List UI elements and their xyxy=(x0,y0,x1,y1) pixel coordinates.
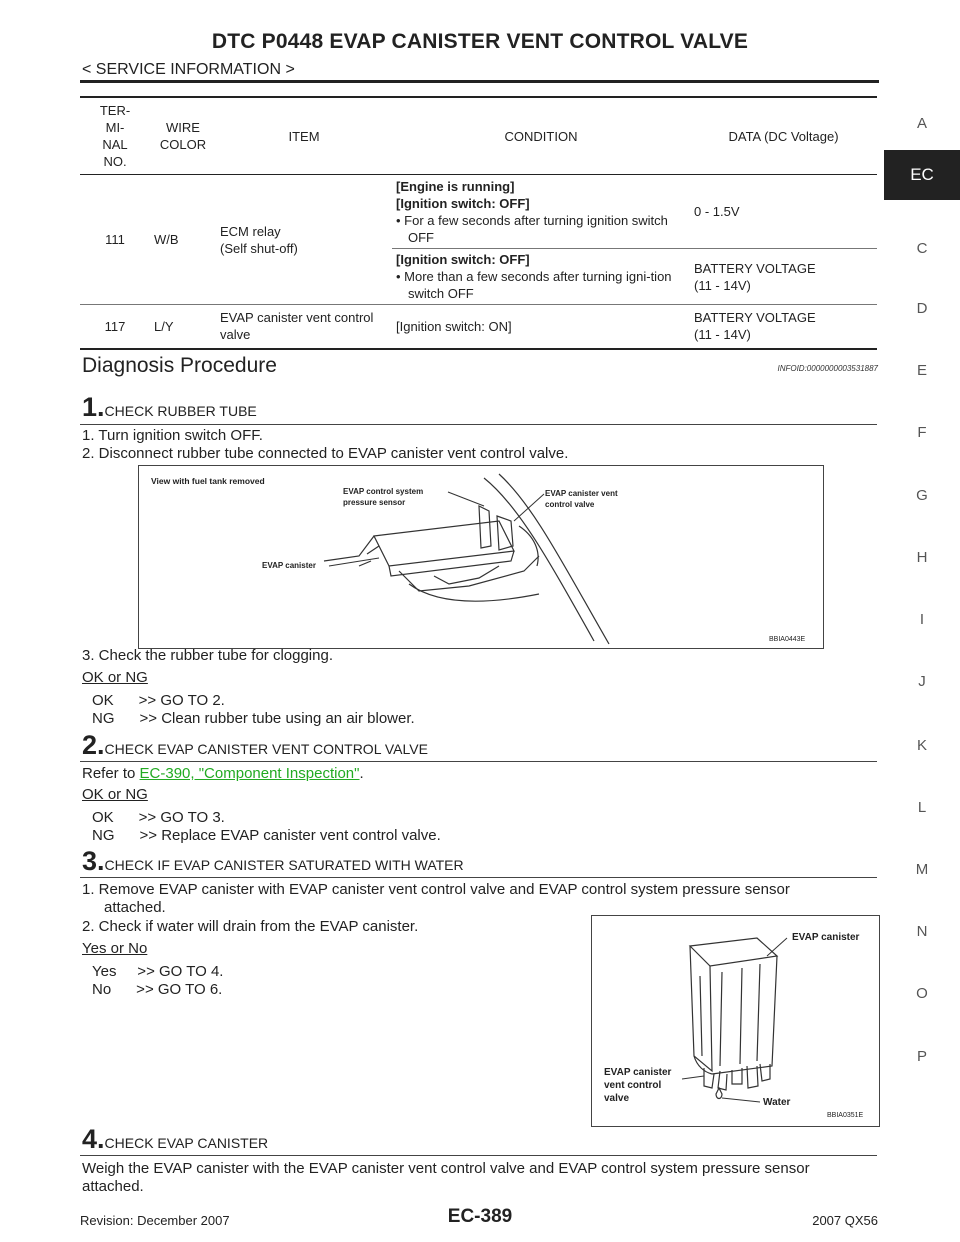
ok-ng-label: OK or NG xyxy=(82,669,148,686)
wire-color-cell: L/Y xyxy=(150,305,216,349)
side-index-tab-k[interactable]: K xyxy=(916,737,927,754)
yes-result: Yes >> GO TO 4. xyxy=(92,963,224,980)
ok-result: OK >> GO TO 2. xyxy=(92,692,225,709)
step-1-heading xyxy=(82,392,257,423)
item-cell: EVAP canister vent control valve xyxy=(216,305,392,349)
condition-line: • More than a few seconds after turning igni-tion switch OFF xyxy=(396,269,672,301)
step-number: 4. xyxy=(82,1124,105,1154)
evap-location-illustration xyxy=(139,466,823,648)
footer-revision: Revision: December 2007 xyxy=(80,1213,230,1228)
terminal-cell: 111 xyxy=(80,175,150,305)
col-header-data: DATA (DC Voltage) xyxy=(690,97,877,175)
table-row xyxy=(80,305,877,349)
evap-location-figure xyxy=(138,465,824,649)
side-index-tab-o[interactable]: O xyxy=(916,985,928,1002)
figure-label: EVAP canister vent control valve xyxy=(604,1067,672,1104)
step-divider xyxy=(80,877,877,878)
col-header-terminal: TER- MI- NAL NO. xyxy=(80,97,150,175)
step-divider xyxy=(80,761,877,762)
side-index-tab-i[interactable]: I xyxy=(919,611,925,628)
refer-text xyxy=(82,765,364,783)
condition-cell xyxy=(392,175,690,249)
table-header-row xyxy=(80,97,877,175)
figure-label: EVAP control system pressure sensor xyxy=(343,487,424,507)
data-cell: 0 - 1.5V xyxy=(690,175,877,249)
side-index-tab-a[interactable]: A xyxy=(916,115,927,132)
figure-label: EVAP canister xyxy=(792,932,860,943)
figure-label: EVAP canister vent control valve xyxy=(545,489,618,509)
step-title: CHECK IF EVAP CANISTER SATURATED WITH WATER xyxy=(104,857,464,873)
terminal-data-table xyxy=(80,96,877,350)
ok-result: OK >> GO TO 3. xyxy=(92,809,225,826)
step-number: 1. xyxy=(82,392,105,422)
instruction-item: 1. Turn ignition switch OFF. xyxy=(82,427,263,444)
ng-result: NG >> Replace EVAP canister vent control valve. xyxy=(92,827,441,844)
condition-cell: [Ignition switch: ON] xyxy=(392,305,690,349)
step-number: 2. xyxy=(82,730,105,760)
instruction-item: 3. Check the rubber tube for clogging. xyxy=(82,647,333,664)
figure-label: View with fuel tank removed xyxy=(151,476,265,486)
footer-model: 2007 QX56 xyxy=(812,1213,878,1228)
side-index-tab-j[interactable]: J xyxy=(918,673,926,690)
section-title: < SERVICE INFORMATION > xyxy=(82,61,295,78)
col-header-condition: CONDITION xyxy=(392,97,690,175)
instruction-item: 2. Check if water will drain from the EVAP canister. xyxy=(82,918,419,935)
side-index-tab-f[interactable]: F xyxy=(917,424,927,441)
side-index-tab-h[interactable]: H xyxy=(916,549,928,566)
step-number: 3. xyxy=(82,846,105,876)
figure-label: Water xyxy=(763,1097,791,1108)
ok-ng-label: OK or NG xyxy=(82,786,148,803)
step-title: CHECK EVAP CANISTER VENT CONTROL VALVE xyxy=(104,741,428,757)
ng-result: NG >> Clean rubber tube using an air blower. xyxy=(92,710,415,727)
item-cell: ECM relay (Self shut-off) xyxy=(216,175,392,305)
yes-no-label: Yes or No xyxy=(82,940,148,957)
step-4-heading xyxy=(82,1124,268,1155)
figure-label: EVAP canister xyxy=(262,561,316,570)
condition-cell xyxy=(392,249,690,305)
col-header-wire-color: WIRE COLOR xyxy=(150,97,216,175)
table-row xyxy=(80,175,877,249)
instruction-text: Weigh the EVAP canister with the EVAP canister vent control valve and EVAP control system pressure sensor xyxy=(82,1160,810,1177)
refer-prefix: Refer to xyxy=(82,765,140,782)
instruction-item: 2. Disconnect rubber tube connected to EVAP canister vent control valve. xyxy=(82,445,569,462)
terminal-cell: 117 xyxy=(80,305,150,349)
side-index-tab-c[interactable]: C xyxy=(916,240,928,257)
info-id: INFOID:0000000003531887 xyxy=(777,364,878,373)
figure-id: BBIA0443E xyxy=(769,636,806,643)
diagnosis-procedure-title: Diagnosis Procedure xyxy=(82,354,277,377)
figure-id: BBIA0351E xyxy=(827,1112,864,1119)
evap-canister-figure xyxy=(591,915,880,1127)
instruction-item: 1. Remove EVAP canister with EVAP canister vent control valve and EVAP control system pressure sensor xyxy=(82,881,790,898)
condition-line: [Engine is running] xyxy=(396,178,515,194)
page-title: DTC P0448 EVAP CANISTER VENT CONTROL VALVE xyxy=(211,30,749,53)
wire-color-cell: W/B xyxy=(150,175,216,305)
step-title: CHECK EVAP CANISTER xyxy=(104,1135,269,1151)
step-2-heading xyxy=(82,730,428,761)
side-index-tab-e[interactable]: E xyxy=(916,362,927,379)
side-index-tab-p[interactable]: P xyxy=(916,1048,927,1065)
footer-page-number: EC-389 xyxy=(447,1206,513,1227)
step-3-heading xyxy=(82,846,464,877)
header-divider xyxy=(80,80,879,83)
instruction-item: attached. xyxy=(104,899,166,916)
refer-suffix: . xyxy=(359,765,364,782)
condition-line: • For a few seconds after turning ignition switch OFF xyxy=(396,212,668,245)
step-divider xyxy=(80,424,877,425)
component-inspection-link[interactable]: EC-390, "Component Inspection" xyxy=(139,765,360,782)
side-index-tab-d[interactable]: D xyxy=(916,300,928,317)
instruction-text: attached. xyxy=(82,1178,144,1195)
side-index-tab-g[interactable]: G xyxy=(916,487,928,504)
data-cell: BATTERY VOLTAGE (11 - 14V) xyxy=(690,249,877,305)
side-index-active-tab[interactable]: EC xyxy=(884,150,960,200)
side-index-tab-m[interactable]: M xyxy=(915,861,929,878)
side-index-tab-l[interactable]: L xyxy=(917,799,927,816)
condition-line: [Ignition switch: OFF] xyxy=(396,195,530,211)
side-index-tab-n[interactable]: N xyxy=(916,923,928,940)
step-divider xyxy=(80,1155,877,1156)
step-title: CHECK RUBBER TUBE xyxy=(104,403,257,419)
col-header-item: ITEM xyxy=(216,97,392,175)
condition-line: [Ignition switch: OFF] xyxy=(396,252,530,267)
data-cell: BATTERY VOLTAGE (11 - 14V) xyxy=(690,305,877,349)
no-result: No >> GO TO 6. xyxy=(92,981,223,998)
